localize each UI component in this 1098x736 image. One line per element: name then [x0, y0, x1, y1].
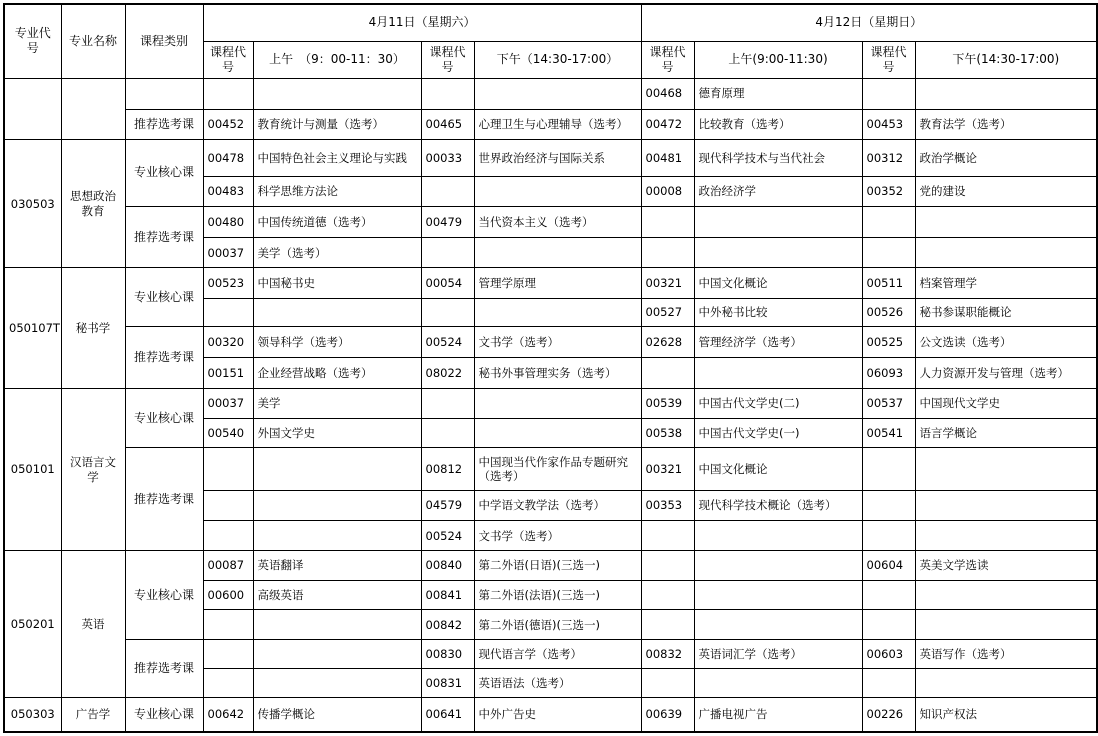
course-code — [641, 668, 694, 697]
course-name — [915, 668, 1097, 697]
course-name: 中学语文教学法（选考） — [474, 490, 641, 520]
course-code: 00054 — [421, 268, 474, 298]
course-code: 00526 — [862, 298, 915, 326]
course-name: 企业经营战略（选考） — [253, 358, 421, 388]
course-code: 00539 — [641, 388, 694, 418]
major-name — [61, 78, 125, 140]
course-code: 00151 — [203, 358, 253, 388]
course-name — [474, 176, 641, 206]
header-major-code: 专业代号 — [4, 4, 61, 78]
course-name: 现代科学技术与当代社会 — [694, 140, 862, 176]
course-code: 00831 — [421, 668, 474, 697]
course-code — [862, 610, 915, 640]
course-code — [862, 448, 915, 490]
course-name: 世界政治经济与国际关系 — [474, 140, 641, 176]
course-code — [641, 521, 694, 551]
major-name: 广告学 — [61, 697, 125, 732]
course-name — [253, 640, 421, 668]
course-name: 教育统计与测量（选考） — [253, 109, 421, 139]
course-name — [253, 448, 421, 490]
course-name: 外国文学史 — [253, 419, 421, 448]
course-code: 00511 — [862, 268, 915, 298]
course-code: 00321 — [641, 448, 694, 490]
table-row — [4, 206, 1097, 237]
course-code — [203, 78, 253, 109]
course-category: 推荐选考课 — [125, 206, 203, 268]
course-name: 中国秘书史 — [253, 268, 421, 298]
course-code: 00472 — [641, 109, 694, 139]
course-code: 00523 — [203, 268, 253, 298]
course-code — [203, 448, 253, 490]
major-code: 050101 — [4, 388, 61, 551]
course-code — [641, 206, 694, 237]
course-code: 00639 — [641, 697, 694, 732]
course-code: 00320 — [203, 327, 253, 358]
course-code: 00087 — [203, 551, 253, 580]
course-code — [421, 176, 474, 206]
table-row — [4, 551, 1097, 580]
course-name: 语言学概论 — [915, 419, 1097, 448]
course-name — [694, 358, 862, 388]
exam-schedule-table — [3, 3, 1098, 733]
course-code — [421, 298, 474, 326]
course-category: 专业核心课 — [125, 140, 203, 207]
major-name: 思想政治教育 — [61, 140, 125, 268]
course-name: 德育原理 — [694, 78, 862, 109]
course-name: 现代科学技术概论（选考） — [694, 490, 862, 520]
course-name: 现代语言学（选考） — [474, 640, 641, 668]
course-category: 推荐选考课 — [125, 640, 203, 698]
course-code: 00525 — [862, 327, 915, 358]
course-name: 英美文学选读 — [915, 551, 1097, 580]
table-row — [4, 697, 1097, 732]
course-name: 英语词汇学（选考） — [694, 640, 862, 668]
course-code — [641, 238, 694, 268]
header-day2: 4月12日（星期日） — [641, 4, 1097, 41]
course-name: 档案管理学 — [915, 268, 1097, 298]
course-name: 秘书参谋职能概论 — [915, 298, 1097, 326]
course-category: 专业核心课 — [125, 268, 203, 327]
header-day1: 4月11日（星期六） — [203, 4, 641, 41]
course-name: 第二外语(德语)(三选一) — [474, 610, 641, 640]
course-name: 中国现代文学史 — [915, 388, 1097, 418]
course-name: 中国古代文学史(一) — [694, 419, 862, 448]
course-name — [694, 238, 862, 268]
course-name: 英语翻译 — [253, 551, 421, 580]
course-name: 中国特色社会主义理论与实践 — [253, 140, 421, 176]
course-code: 00353 — [641, 490, 694, 520]
course-name — [474, 298, 641, 326]
table-row — [4, 109, 1097, 139]
course-name: 中外广告史 — [474, 697, 641, 732]
course-code — [421, 388, 474, 418]
course-name — [253, 78, 421, 109]
header-category: 课程类别 — [125, 4, 203, 78]
course-code: 00312 — [862, 140, 915, 176]
course-name — [253, 521, 421, 551]
table-row — [4, 448, 1097, 490]
course-code — [641, 580, 694, 609]
course-code: 00841 — [421, 580, 474, 609]
course-name: 中国文化概论 — [694, 268, 862, 298]
course-code — [641, 551, 694, 580]
course-name — [253, 490, 421, 520]
course-code: 00468 — [641, 78, 694, 109]
course-code — [862, 206, 915, 237]
course-name — [915, 490, 1097, 520]
header-course-code: 课程代号 — [421, 41, 474, 78]
course-code: 08022 — [421, 358, 474, 388]
course-name: 美学（选考） — [253, 238, 421, 268]
course-name: 第二外语(日语)(三选一) — [474, 551, 641, 580]
course-name — [474, 419, 641, 448]
course-name: 英语写作（选考） — [915, 640, 1097, 668]
course-category: 专业核心课 — [125, 551, 203, 640]
course-code: 00832 — [641, 640, 694, 668]
course-name: 政治学概论 — [915, 140, 1097, 176]
course-name — [253, 668, 421, 697]
course-code — [641, 358, 694, 388]
course-code — [421, 419, 474, 448]
course-code — [203, 610, 253, 640]
course-category: 专业核心课 — [125, 388, 203, 448]
table-row — [4, 640, 1097, 668]
course-code: 00524 — [421, 327, 474, 358]
course-name: 人力资源开发与管理（选考） — [915, 358, 1097, 388]
course-name: 科学思维方法论 — [253, 176, 421, 206]
header-pm1: 下午（14:30-17:00） — [474, 41, 641, 78]
course-category: 推荐选考课 — [125, 448, 203, 551]
course-code: 00541 — [862, 419, 915, 448]
course-code: 00540 — [203, 419, 253, 448]
course-name — [474, 238, 641, 268]
header-am1: 上午 （9：00-11：30） — [253, 41, 421, 78]
course-code — [203, 521, 253, 551]
course-name: 党的建设 — [915, 176, 1097, 206]
course-code — [862, 490, 915, 520]
course-code — [421, 238, 474, 268]
course-name: 政治经济学 — [694, 176, 862, 206]
course-code: 04579 — [421, 490, 474, 520]
course-name — [915, 206, 1097, 237]
course-code: 00840 — [421, 551, 474, 580]
course-code: 00537 — [862, 388, 915, 418]
course-name — [474, 388, 641, 418]
course-name — [474, 78, 641, 109]
major-code: 050201 — [4, 551, 61, 698]
course-code: 00480 — [203, 206, 253, 237]
course-name: 广播电视广告 — [694, 697, 862, 732]
course-code: 00037 — [203, 388, 253, 418]
major-code: 030503 — [4, 140, 61, 268]
course-code — [641, 610, 694, 640]
table-row — [4, 78, 1097, 109]
course-code: 00604 — [862, 551, 915, 580]
course-name: 中国现当代作家作品专题研究（选考） — [474, 448, 641, 490]
course-name: 高级英语 — [253, 580, 421, 609]
course-code — [862, 521, 915, 551]
course-name: 领导科学（选考） — [253, 327, 421, 358]
course-code: 00033 — [421, 140, 474, 176]
course-name — [915, 78, 1097, 109]
course-name — [915, 448, 1097, 490]
course-name: 公文选读（选考） — [915, 327, 1097, 358]
course-name — [253, 610, 421, 640]
course-name — [694, 521, 862, 551]
major-name: 英语 — [61, 551, 125, 698]
course-code — [203, 490, 253, 520]
table-row — [4, 268, 1097, 298]
course-code — [862, 238, 915, 268]
course-name: 文书学（选考） — [474, 327, 641, 358]
course-name: 文书学（选考） — [474, 521, 641, 551]
course-code: 00641 — [421, 697, 474, 732]
course-name: 管理经济学（选考） — [694, 327, 862, 358]
course-code — [203, 640, 253, 668]
major-code: 050107T — [4, 268, 61, 388]
course-code: 00600 — [203, 580, 253, 609]
course-code: 00524 — [421, 521, 474, 551]
course-name: 比较教育（选考） — [694, 109, 862, 139]
header-course-code: 课程代号 — [641, 41, 694, 78]
table-row — [4, 140, 1097, 176]
course-category — [125, 78, 203, 109]
course-name — [915, 238, 1097, 268]
course-code: 00479 — [421, 206, 474, 237]
course-name — [694, 668, 862, 697]
course-name — [915, 610, 1097, 640]
course-code: 00352 — [862, 176, 915, 206]
course-code — [203, 668, 253, 697]
course-code: 00453 — [862, 109, 915, 139]
course-name: 管理学原理 — [474, 268, 641, 298]
course-code — [862, 668, 915, 697]
major-name: 汉语言文学 — [61, 388, 125, 551]
course-code: 00812 — [421, 448, 474, 490]
schedule-body — [4, 78, 1097, 732]
major-name: 秘书学 — [61, 268, 125, 388]
course-name: 知识产权法 — [915, 697, 1097, 732]
course-code: 00842 — [421, 610, 474, 640]
header-pm2: 下午(14:30-17:00) — [915, 41, 1097, 78]
course-code: 00226 — [862, 697, 915, 732]
header-course-code: 课程代号 — [203, 41, 253, 78]
course-category: 推荐选考课 — [125, 327, 203, 389]
header-major-name: 专业名称 — [61, 4, 125, 78]
table-row — [4, 327, 1097, 358]
header-course-code: 课程代号 — [862, 41, 915, 78]
course-name: 传播学概论 — [253, 697, 421, 732]
course-name: 当代资本主义（选考） — [474, 206, 641, 237]
course-code: 00478 — [203, 140, 253, 176]
course-code: 00830 — [421, 640, 474, 668]
course-code: 06093 — [862, 358, 915, 388]
course-category: 专业核心课 — [125, 697, 203, 732]
course-name — [694, 610, 862, 640]
course-code: 00538 — [641, 419, 694, 448]
course-name: 秘书外事管理实务（选考） — [474, 358, 641, 388]
course-name: 英语语法（选考） — [474, 668, 641, 697]
course-name — [915, 521, 1097, 551]
course-code — [862, 580, 915, 609]
course-name — [915, 580, 1097, 609]
course-code: 00452 — [203, 109, 253, 139]
course-category: 推荐选考课 — [125, 109, 203, 139]
course-name: 中国古代文学史(二) — [694, 388, 862, 418]
course-code: 02628 — [641, 327, 694, 358]
course-code: 00037 — [203, 238, 253, 268]
course-name: 心理卫生与心理辅导（选考） — [474, 109, 641, 139]
course-name — [694, 551, 862, 580]
course-name: 中国传统道德（选考） — [253, 206, 421, 237]
course-code: 00321 — [641, 268, 694, 298]
major-code — [4, 78, 61, 140]
course-name: 教育法学（选考） — [915, 109, 1097, 139]
course-name: 中外秘书比较 — [694, 298, 862, 326]
course-name — [253, 298, 421, 326]
course-code: 00483 — [203, 176, 253, 206]
course-name — [694, 206, 862, 237]
course-code — [203, 298, 253, 326]
header-am2: 上午(9:00-11:30) — [694, 41, 862, 78]
course-code: 00481 — [641, 140, 694, 176]
course-code — [862, 78, 915, 109]
course-name: 第二外语(法语)(三选一) — [474, 580, 641, 609]
course-code: 00008 — [641, 176, 694, 206]
course-code: 00465 — [421, 109, 474, 139]
course-code: 00527 — [641, 298, 694, 326]
table-row — [4, 388, 1097, 418]
course-code — [421, 78, 474, 109]
course-code: 00642 — [203, 697, 253, 732]
major-code: 050303 — [4, 697, 61, 732]
course-code: 00603 — [862, 640, 915, 668]
course-name — [694, 580, 862, 609]
course-name: 中国文化概论 — [694, 448, 862, 490]
course-name: 美学 — [253, 388, 421, 418]
